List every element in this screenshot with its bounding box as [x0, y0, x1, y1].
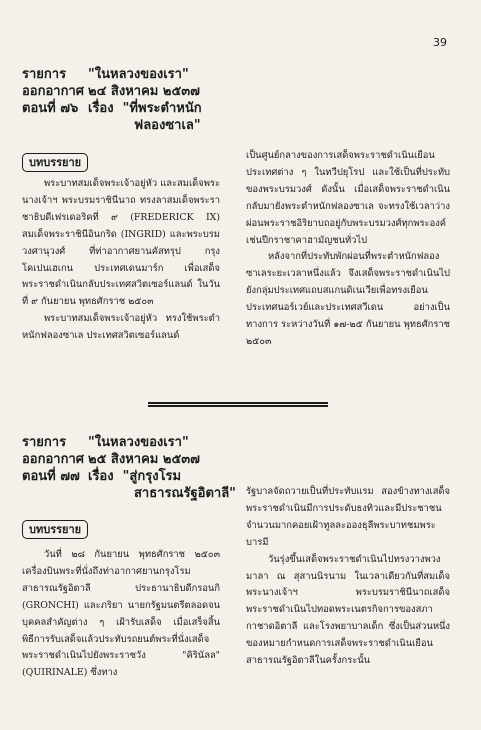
- section-divider: [148, 402, 328, 407]
- topic: [88, 468, 272, 485]
- section1-right-column: [246, 148, 450, 394]
- paragraph: หลังจากที่ประทับพักผ่อนที่พระตำหนักฟลองซาเลระยะเวลาหนึ่งแล้ว จึงเสด็จพระราชดำเนินไปยังกลุ่มประเทศแถบสแกนดิเนเวียเพื่อทรงเยือนประเทศนอร์เวย์และประเทศสวีเดน อย่างเป็นทางการ ระหว่างวันที่ ๑๗-๒๕ กันยายน พุทธศักราช ๒๕๐๓: [246, 251, 450, 347]
- program-title: "ในหลวงของเรา": [88, 435, 189, 450]
- section2-left-column: [22, 547, 220, 717]
- paragraph: เป็นศูนย์กลางของการเสด็จพระราชดำเนินเยือนประเทศต่าง ๆ ในทวีปยุโรป และใช้เป็นที่ประทับของพระบรมวงศ์ ดังนั้น เมื่อเสด็จพระราชดำเนินกลับมายังพระตำหนักฟลองซาเล จะทรงใช้เวลาว่างผ่อนพระราชอิริยาบถอยู่กับพระบรมวงศ์ทุกพระองค์เช่นปีกราชาคาฮามัญชนทั่วไป: [246, 150, 450, 246]
- section1-left-column: [22, 176, 220, 396]
- paragraph: วันที่ ๒๘ กันยายน พุทธศักราช ๒๕๐๓ เครื่องบินพระที่นั่งถึงท่าอากาศยานกรุงโรม สาธารณรัฐอิตาลี ประธานาธิบดีกรอนกิ (GRONCHI) และภริยา นายกรัฐมนตรีตลอดจนบุคคลสำคัญต่าง ๆ เฝ้ารับเสด็จ เมื่อเสร็จสิ้นพิธีการรับเสด็จแล้วประทับรถยนต์พระที่นั่งเสด็จพระราชดำเนินไปยังพระราชวัง "คิรินัลล" (QUIRINALE) ซึ่งทาง: [22, 549, 220, 679]
- label-topic: เรื่อง: [88, 469, 114, 484]
- program-title: "ในหลวงของเรา": [88, 67, 189, 82]
- label-topic: เรื่อง: [88, 101, 114, 116]
- label-episode: ตอนที่ ๗๗: [22, 469, 80, 484]
- page-number: 39: [433, 36, 447, 49]
- paragraph: พระบาทสมเด็จพระเจ้าอยู่หัว และสมเด็จพระนางเจ้าฯ พระบรมราชินีนาถ ทรงลาสมเด็จพระราชาธิบดีเฟรเดอริคที่ ๙ (FREDERICK IX) สมเด็จพระราชินีอินกริด (INGRID) และพระบรมวงศานุวงศ์ ที่ท่าอากาศยานคัสทรุป กรุงโคเปนเฮเกน ประเทศเดนมาร์ก เพื่อเสด็จพระราชดำเนินกลับประเทศสวิตเซอร์แลนด์ ในวันที่ ๙ กันยายน พุทธศักราช ๒๕๐๓: [22, 178, 220, 308]
- paragraph: วันรุ่งขึ้นเสด็จพระราชดำเนินไปทรงวางพวงมาลา ณ สุสานนิรนาม ในเวลาเดียวกันที่สมเด็จพระนางเจ้าฯ พระบรมราชินีนาถเสด็จพระราชดำเนินไปทอดพระเนตรกิจการของสภากาชาดอิตาลี และโรงพยาบาลเด็ก ซึ่งเป็นส่วนหนึ่งของหมายกำหนดการเสด็จพระราชดำเนินเยือนสาธารณรัฐอิตาลีในครั้งกระนั้น: [246, 553, 450, 667]
- airdate: ๒๔ สิงหาคม ๒๕๓๗: [88, 84, 200, 99]
- topic: [88, 100, 272, 117]
- topic-line2: สาธารณรัฐอิตาลี": [134, 486, 236, 501]
- label-program: รายการ: [22, 67, 67, 82]
- topic-line2: ฟลองซาเล": [134, 118, 201, 133]
- paragraph: รัฐบาลจัดถวายเป็นที่ประทับแรม สองข้างทางเสด็จพระราชดำเนินมีการประดับธงทิวและมีประชาชนจำนวนมากคอยเฝ้าทูลละอองธุลีพระบาทชมพระบารมี: [246, 486, 450, 548]
- narration-badge: บทบรรยาย: [22, 153, 88, 172]
- section2-header: [22, 434, 272, 502]
- label-airdate: ออกอากาศ: [22, 84, 85, 99]
- label-airdate: ออกอากาศ: [22, 452, 85, 467]
- airdate: ๒๕ สิงหาคม ๒๕๓๗: [88, 452, 200, 467]
- section1-header: [22, 66, 272, 134]
- narration-badge: บทบรรยาย: [22, 520, 88, 539]
- topic-line1: "สู่กรุงโรม: [122, 469, 182, 484]
- label-program: รายการ: [22, 435, 67, 450]
- section2-right-column: [246, 484, 450, 718]
- paragraph: พระบาทสมเด็จพระเจ้าอยู่หัว ทรงใช้พระตำหนักฟลองซาเล ประเทศสวิตเซอร์แลนด์: [22, 313, 220, 342]
- label-episode: ตอนที่ ๗๖: [22, 101, 79, 116]
- topic-line1: "ที่พระตำหนัก: [122, 101, 202, 116]
